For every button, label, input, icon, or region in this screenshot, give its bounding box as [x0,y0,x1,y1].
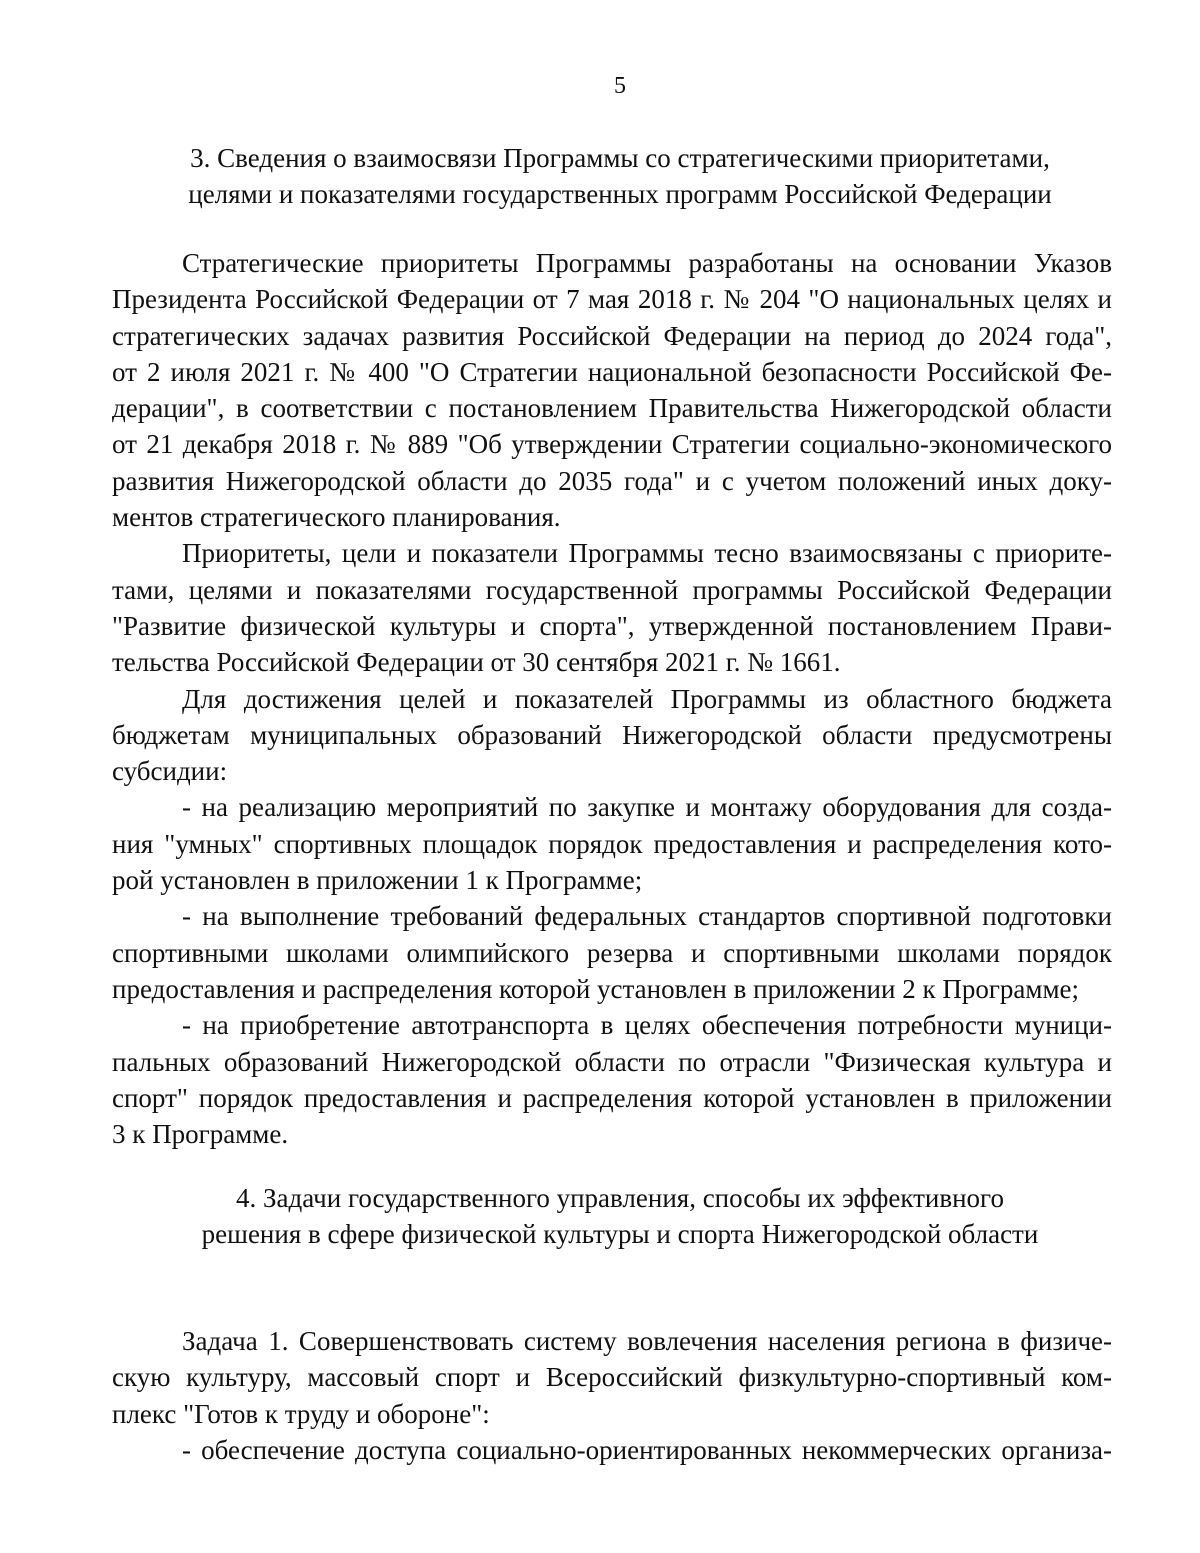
paragraph-line: плекс "Готов к труду и обороне": [112,1398,490,1429]
paragraph-line: тельства Российской Федерации от 30 сентября 2021 г. № 1661. [112,647,841,678]
paragraph-line: дерации", в соответствии с постановлением Правительства Нижегородской области [112,393,1112,424]
paragraph-line: ментов стратегического планирования. [112,502,561,533]
list-item-line: 3 к Программе. [112,1119,289,1150]
section-3-body [112,245,1112,1152]
paragraph-line: скую культуру, массовый спорт и Всероссийский физкультурно-спортивный ком- [112,1362,1112,1393]
list-item-line: - на выполнение требований федеральных стандартов спортивной подготовки [182,901,1112,932]
list-item-line: - на реализацию мероприятий по закупке и монтажу оборудования для созда- [182,792,1112,823]
paragraph-line: стратегических задачах развития Российской Федерации на период до 2024 года", [112,320,1112,351]
list-item-line: спорт" порядок предоставления и распределения которой установлен в приложении [112,1082,1112,1113]
paragraph-line: бюджетам муниципальных образований Нижегородской области предусмотрены [112,719,1112,750]
paragraph-line: субсидии: [112,756,228,787]
list-item-line: предоставления и распределения которой установлен в приложении 2 к Программе; [112,973,1080,1004]
paragraph-line: Президента Российской Федерации от 7 мая 2018 г. № 204 "О национальных целях и [112,284,1112,315]
paragraph-line: "Развитие физической культуры и спорта", утвержденной постановлением Прави- [112,610,1112,641]
paragraph-line: Задача 1. Совершенствовать систему вовлечения населения региона в физиче- [182,1326,1112,1356]
list-item-line: - на приобретение автотранспорта в целях обеспечения потребности муници- [182,1010,1112,1041]
paragraph-line: от 21 декабря 2018 г. № 889 "Об утверждении Стратегии социально-экономического [112,429,1112,460]
list-item-line: спортивными школами олимпийского резерва и спортивными школами порядок [112,937,1112,968]
list-item-line: - обеспечение доступа социально-ориентированных некоммерческих организа- [182,1434,1112,1465]
list-item-line: ния "умных" спортивных площадок порядок предоставления и распределения кото- [112,828,1112,859]
section-3-heading-line: целями и показателями государственных программ Российской Федерации [188,179,1052,209]
paragraph-line: тами, целями и показателями государственной программы Российской Федерации [112,574,1112,605]
section-4-heading [110,1180,1130,1252]
page-number: 5 [614,73,626,99]
list-item-line: пальных образований Нижегородской области по отрасли "Физическая культура и [112,1046,1112,1077]
section-3-heading [110,140,1130,212]
paragraph-line: Приоритеты, цели и показатели Программы тесно взаимосвязаны с приорите- [182,538,1112,569]
paragraph-line: Стратегические приоритеты Программы разработаны на основании Указов [182,248,1112,278]
section-4-heading-line: 4. Задачи государственного управления, способы их эффективного [236,1183,1004,1213]
section-4-heading-line: решения в сфере физической культуры и спорта Нижегородской области [201,1219,1039,1249]
paragraph-line: от 2 июля 2021 г. № 400 "О Стратегии национальной безопасности Российской Фе- [112,356,1112,387]
paragraph-line: Для достижения целей и показателей Программы из областного бюджета [182,683,1112,714]
list-item-line: рой установлен в приложении 1 к Программе; [112,865,643,896]
paragraph-line: развития Нижегородской области до 2035 года" и с учетом положений иных доку- [112,465,1112,496]
section-3-heading-line: 3. Сведения о взаимосвязи Программы со стратегическими приоритетами, [190,143,1050,173]
section-4-body [112,1323,1112,1468]
